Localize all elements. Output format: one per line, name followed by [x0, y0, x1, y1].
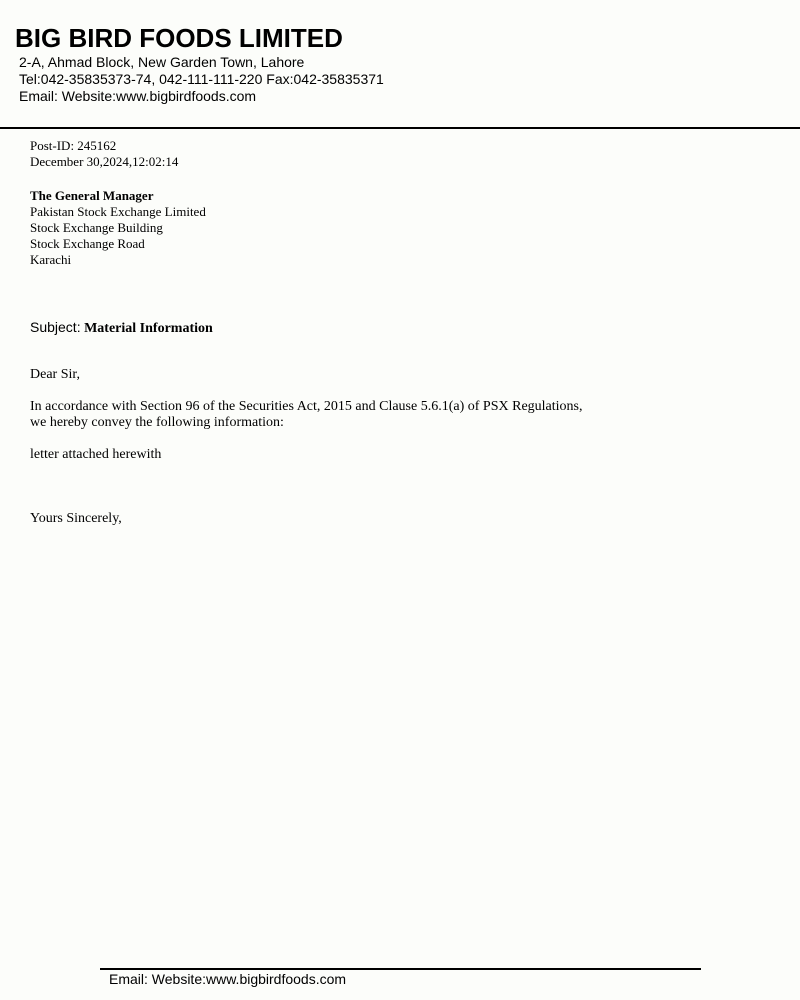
company-address: 2-A, Ahmad Block, New Garden Town, Lahore	[19, 54, 305, 70]
recipient-city: Karachi	[30, 252, 72, 267]
closing: Yours Sincerely,	[30, 511, 122, 526]
post-datetime: December 30,2024,12:02:14	[30, 154, 179, 169]
footer-email-website: Email: Website:www.bigbirdfoods.com	[109, 971, 347, 987]
recipient-organization: Pakistan Stock Exchange Limited	[30, 204, 206, 219]
header-divider	[0, 127, 800, 129]
recipient-title: The General Manager	[30, 188, 154, 203]
body-paragraph-line-1: In accordance with Section 96 of the Securities Act, 2015 and Clause 5.6.1(a) of PSX Regulations,	[30, 399, 583, 414]
body-content: letter attached herewith	[30, 447, 162, 462]
company-email-website: Email: Website:www.bigbirdfoods.com	[19, 88, 257, 104]
salutation: Dear Sir,	[30, 367, 80, 382]
recipient-road: Stock Exchange Road	[30, 236, 145, 251]
footer-divider	[100, 968, 701, 970]
post-id: Post-ID: 245162	[30, 138, 117, 153]
recipient-building: Stock Exchange Building	[30, 220, 163, 235]
subject-label: Subject:	[30, 319, 81, 335]
body-paragraph-line-2: we hereby convey the following information:	[30, 415, 284, 430]
subject-line	[30, 319, 213, 337]
company-phone-fax: Tel:042-35835373-74, 042-111-111-220 Fax:042-35835371	[19, 71, 384, 87]
company-name: BIG BIRD FOODS LIMITED	[15, 23, 343, 53]
subject-value: Material Information	[84, 321, 213, 336]
